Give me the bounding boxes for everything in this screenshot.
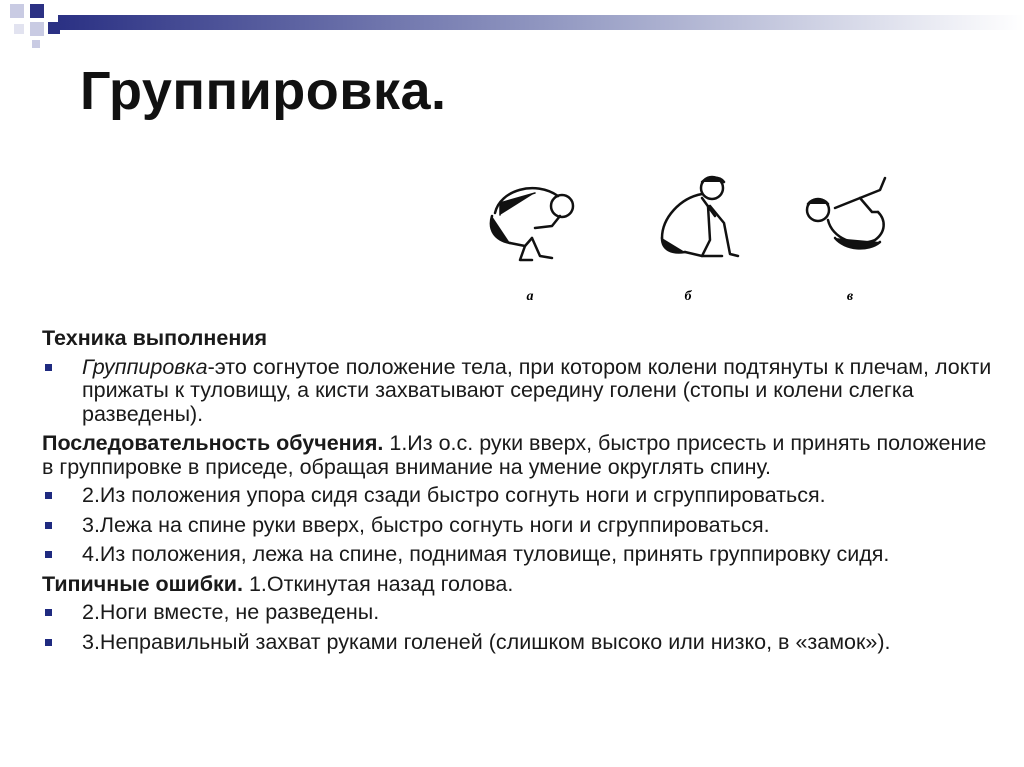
errors-paragraph <box>42 573 1002 597</box>
list-item <box>42 484 1002 508</box>
list-item <box>42 543 1002 567</box>
bullet-icon <box>45 364 52 371</box>
sequence-item-2: 2.Из положения упора сидя сзади быстро согнуть ноги и сгруппироваться. <box>82 483 826 507</box>
page-title: Группировка. <box>80 61 447 121</box>
list-item <box>42 514 1002 538</box>
errors-heading: Типичные ошибки. <box>42 571 243 596</box>
bullet-icon <box>45 609 52 616</box>
error-item-3: 3.Неправильный захват руками голеней (слишком высоко или низко, в «замок»). <box>82 629 891 654</box>
decorative-header-bar <box>0 0 1024 48</box>
bullet-icon <box>45 522 52 529</box>
definition-text: -это согнутое положение тела, при котором колени подтянуты к плечам, локти прижаты к туловищу, а кисти захватывают середину голени (стопы и колени слегка разведены). <box>82 354 992 426</box>
bullet-icon <box>45 492 52 499</box>
sequence-item-3: 3.Лежа на спине руки вверх, быстро согнуть ноги и сгруппироваться. <box>82 512 770 537</box>
group-tuck-illustrations <box>440 168 960 318</box>
errors-text: 1.Откинутая назад голова. <box>243 571 514 596</box>
sequence-text: 1.Из о.с. руки вверх, быстро присесть и принять положение в группировке в приседе, обращая внимание на умение округлять спину. <box>42 431 987 479</box>
figure-label-c: в <box>846 289 854 304</box>
bullet-icon <box>45 551 52 558</box>
technique-heading: Техника выполнения <box>42 326 268 350</box>
definition-term: Группировка <box>82 354 208 379</box>
list-item <box>42 631 1002 655</box>
list-item <box>42 601 1002 625</box>
sequence-paragraph <box>42 432 1002 479</box>
figure-label-a: а <box>526 289 534 304</box>
sequence-item-4: 4.Из положения, лежа на спине, поднимая туловище, принять группировку сидя. <box>82 542 890 566</box>
figure-label-b: б <box>684 289 692 304</box>
figure-a-squat-tuck <box>491 188 573 260</box>
bullet-icon <box>45 639 52 646</box>
definition-item <box>42 356 1002 427</box>
sequence-heading: Последовательность обучения. <box>42 431 384 455</box>
error-item-2: 2.Ноги вместе, не разведены. <box>82 600 380 624</box>
figure-b-sitting-tuck <box>662 177 738 256</box>
slide-content <box>42 327 1002 660</box>
figure-c-back-tuck <box>807 178 885 248</box>
